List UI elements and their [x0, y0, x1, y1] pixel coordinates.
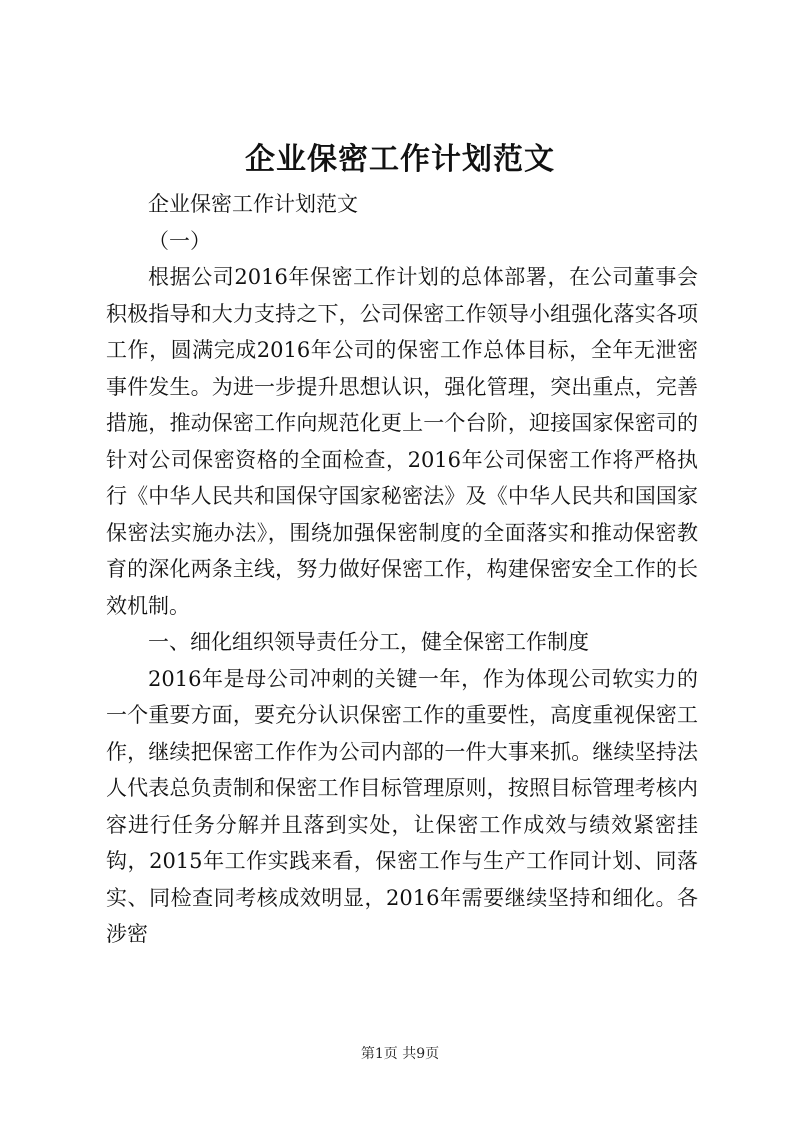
- paragraph-intro: 根据公司2016年保密工作计划的总体部署，在公司董事会积极指导和大力支持之下，公司保密工作领导小组强化落实各项工作，圆满完成2016年公司的保密工作总体目标，全年无泄密事件发生。为进一步提升思想认识，强化管理，突出重点，完善措施，推动保密工作向规范化更上一个台阶，迎接国家保密司的针对公司保密资格的全面检查，2016年公司保密工作将严格执行《中华人民共和国保守国家秘密法》及《中华人民共和国国家保密法实施办法》，围绕加强保密制度的全面落实和推动保密教育的深化两条主线，努力做好保密工作，构建保密安全工作的长效机制。: [106, 265, 698, 618]
- paragraph-subtitle: 企业保密工作计划范文: [148, 192, 358, 216]
- document-body: [106, 186, 698, 953]
- page-footer: 第1页 共9页: [360, 1046, 440, 1062]
- document-title: 企业保密工作计划范文: [245, 142, 555, 177]
- paragraph-section-1: 2016年是母公司冲刺的关键一年，作为体现公司软实力的一个重要方面，要充分认识保密工作的重要性，高度重视保密工作，继续把保密工作作为公司内部的一件大事来抓。继续坚持法人代表总负责制和保密工作目标管理原则，按照目标管理考核内容进行任务分解并且落到实处，让保密工作成效与绩效紧密挂钩，2015年工作实践来看，保密工作与生产工作同计划、同落实、同检查同考核成效明显，2016年需要继续坚持和细化。各涉密: [106, 666, 698, 946]
- paragraph-section-marker: （一）: [148, 228, 211, 253]
- section-heading-1: 一、细化组织领导责任分工，健全保密工作制度: [148, 630, 589, 654]
